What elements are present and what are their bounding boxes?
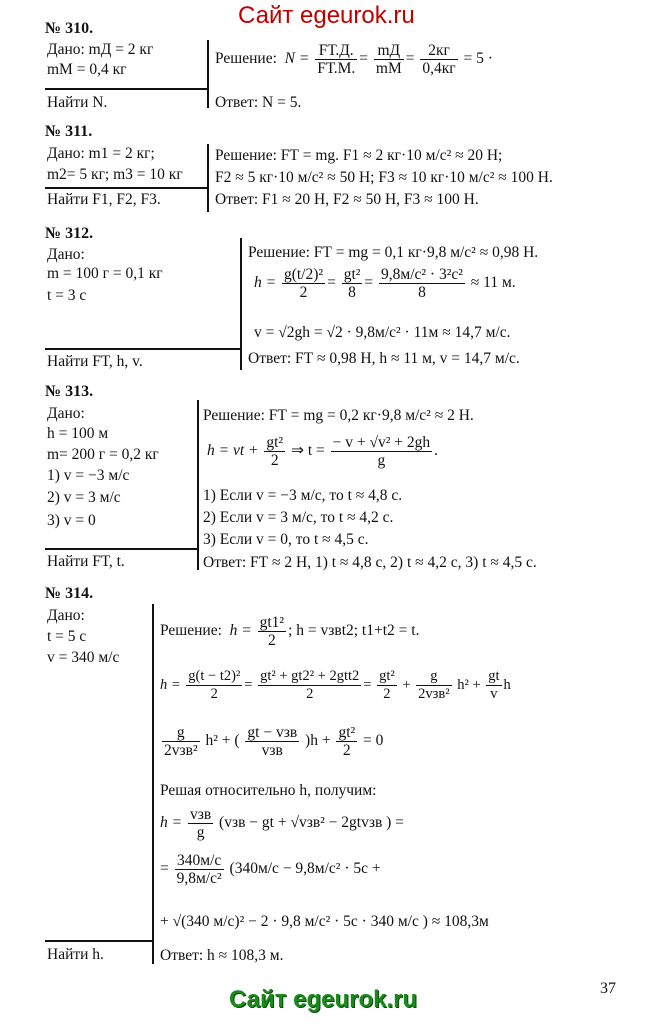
problem-313-eq: h = vt + $\frac{\text{gt²}}{2}$ ⇒ t = $\frac{\text{− v + √v² + 2gh}}{g}$ . [207,434,439,469]
problem-314-solution-line-2: h = $\frac{\text{g(t − t2)²}}{2}$ = $\frac{\text{gt² + gt2² + 2gtt2}}{2}$ = $\frac{\text{gt²}}{2}$ + $\frac{g}{\text{2vзв²}}$ h² + $\frac{gt}{v}$ h [160,668,511,702]
problem-312-v-eq: v = √2gh = √2 · 9,8м/с² · 11м ≈ 14,7 м/с. [254,324,511,341]
problem-311-find: Найти F1, F2, F3. [47,191,161,208]
problem-313-number: № 313. [45,383,94,400]
problem-311-given-1: Дано: m1 = 2 кг; [47,145,155,162]
problem-310-number: № 310. [45,20,94,37]
problem-314-solution-line-6: = $\frac{340м/с}{\text{9,8м/с²}}$ (340м/с − 9,8м/с² · 5с + [160,852,381,887]
problem-312-vline [240,238,242,370]
problem-314-solution-line-4: Решая относительно h, получим: [160,782,377,799]
problem-312-find: Найти FТ, h, v. [47,353,143,370]
problem-311-number: № 311. [45,123,93,140]
problem-313-given-2: h = 100 м [47,425,109,442]
problem-311-solution-1: Решение: FТ = mg. F1 ≈ 2 кг·10 м/с² ≈ 20 Н; [215,147,503,164]
problem-313-solution: Решение: FТ = mg = 0,2 кг·9,8 м/с² ≈ 2 Н. [203,407,474,424]
problem-313-case-1: 1) Если v = −3 м/с, то t ≈ 4,8 с. [203,487,403,504]
problem-314-vline [152,604,154,964]
problem-312-given-1: Дано: [47,246,85,263]
problem-313-divider [45,548,197,550]
problem-314-find: Найти h. [47,946,104,963]
problem-310-answer: Ответ: N = 5. [215,94,302,111]
problem-310-divider [45,88,207,90]
problem-311-answer: Ответ: F1 ≈ 20 Н, F2 ≈ 50 Н, F3 ≈ 100 Н. [215,191,479,208]
problem-314-number: № 314. [45,585,94,602]
problem-312-given-2: m = 100 г = 0,1 кг [47,265,163,282]
problem-312-solution: Решение: FТ = mg = 0,1 кг·9,8 м/с² ≈ 0,98 Н. [248,244,539,261]
footer-site-label: Сайт egeurok.ru [229,986,418,1013]
page-number: 37 [600,980,616,997]
problem-311-solution-2: F2 ≈ 5 кг·10 м/с² ≈ 50 Н; F3 ≈ 10 кг·10 м/с² ≈ 100 Н. [215,169,553,186]
problem-311-divider [45,187,207,189]
problem-314-answer: Ответ: h ≈ 108,3 м. [160,947,284,964]
problem-313-given-5: 2) v = 3 м/с [47,489,121,506]
problem-312-number: № 312. [45,225,94,242]
problem-314-solution-line-5: h = $\frac{\text{vзв}}{g}$ (vзв − gt + √vзв² − 2gtvзв ) = [160,806,404,841]
header-site-label: Сайт egeurok.ru [238,2,415,29]
problem-310-vline [207,40,209,108]
problem-313-given-4: 1) v = −3 м/с [47,467,130,484]
problem-314-solution-line-7: + √(340 м/с)² − 2 · 9,8 м/с² · 5с · 340 м/с ) ≈ 108,3м [160,913,489,930]
problem-312-given-3: t = 3 с [47,287,87,304]
problem-313-find: Найти FТ, t. [47,553,125,570]
problem-310-solution: Решение: N = $\frac{FТ.Д.}{FТ.М.}$ = $\frac{mД}{mМ}$ = $\frac{2кг}{0,4кг}$ = 5 · [215,42,493,77]
problem-313-answer: Ответ: FТ ≈ 2 Н, 1) t ≈ 4,8 с, 2) t ≈ 4,2 с, 3) t ≈ 4,5 с. [203,554,537,571]
problem-313-given-3: m= 200 г = 0,2 кг [47,446,159,463]
problem-314-solution-line-1: Решение: h = $\frac{\text{gt1²}}{2}$ ; h = vзвt2; t1+t2 = t. [160,614,420,649]
problem-314-divider [45,940,152,942]
problem-310-find: Найти N. [47,94,108,111]
problem-313-case-3: 3) Если v = 0, то t ≈ 4,5 с. [203,531,369,548]
problem-313-case-2: 2) Если v = 3 м/с, то t ≈ 4,2 с. [203,509,394,526]
problem-311-vline [207,144,209,212]
problem-310-given-2: mМ = 0,4 кг [47,61,127,78]
problem-313-given-6: 3) v = 0 [47,512,96,529]
problem-310-given-1: Дано: mД = 2 кг [47,41,154,58]
problem-314-given-1: Дано: [47,607,85,624]
problem-312-answer: Ответ: FТ ≈ 0,98 Н, h ≈ 11 м, v = 14,7 м/с. [248,350,520,367]
problem-311-given-2: m2= 5 кг; m3 = 10 кг [47,166,183,183]
problem-314-solution-line-3: $\frac{g}{\text{2vзв²}}$ h² + ( $\frac{\text{gt − vзв}}{\text{vзв}}$ )h + $\frac{\text{gt²}}{2}$ = 0 [164,724,384,759]
problem-314-given-3: v = 340 м/с [47,649,120,666]
problem-312-divider [45,348,240,350]
problem-313-vline [197,400,199,570]
problem-313-given-1: Дано: [47,405,85,422]
problem-314-given-2: t = 5 с [47,628,87,645]
problem-312-h-eq: h = $\frac{\text{g(t/2)²}}{2}$ = $\frac{\text{gt²}}{8}$ = $\frac{\text{9,8м/с² · 3²с²}}{8}$ ≈ 11 м. [254,266,516,301]
